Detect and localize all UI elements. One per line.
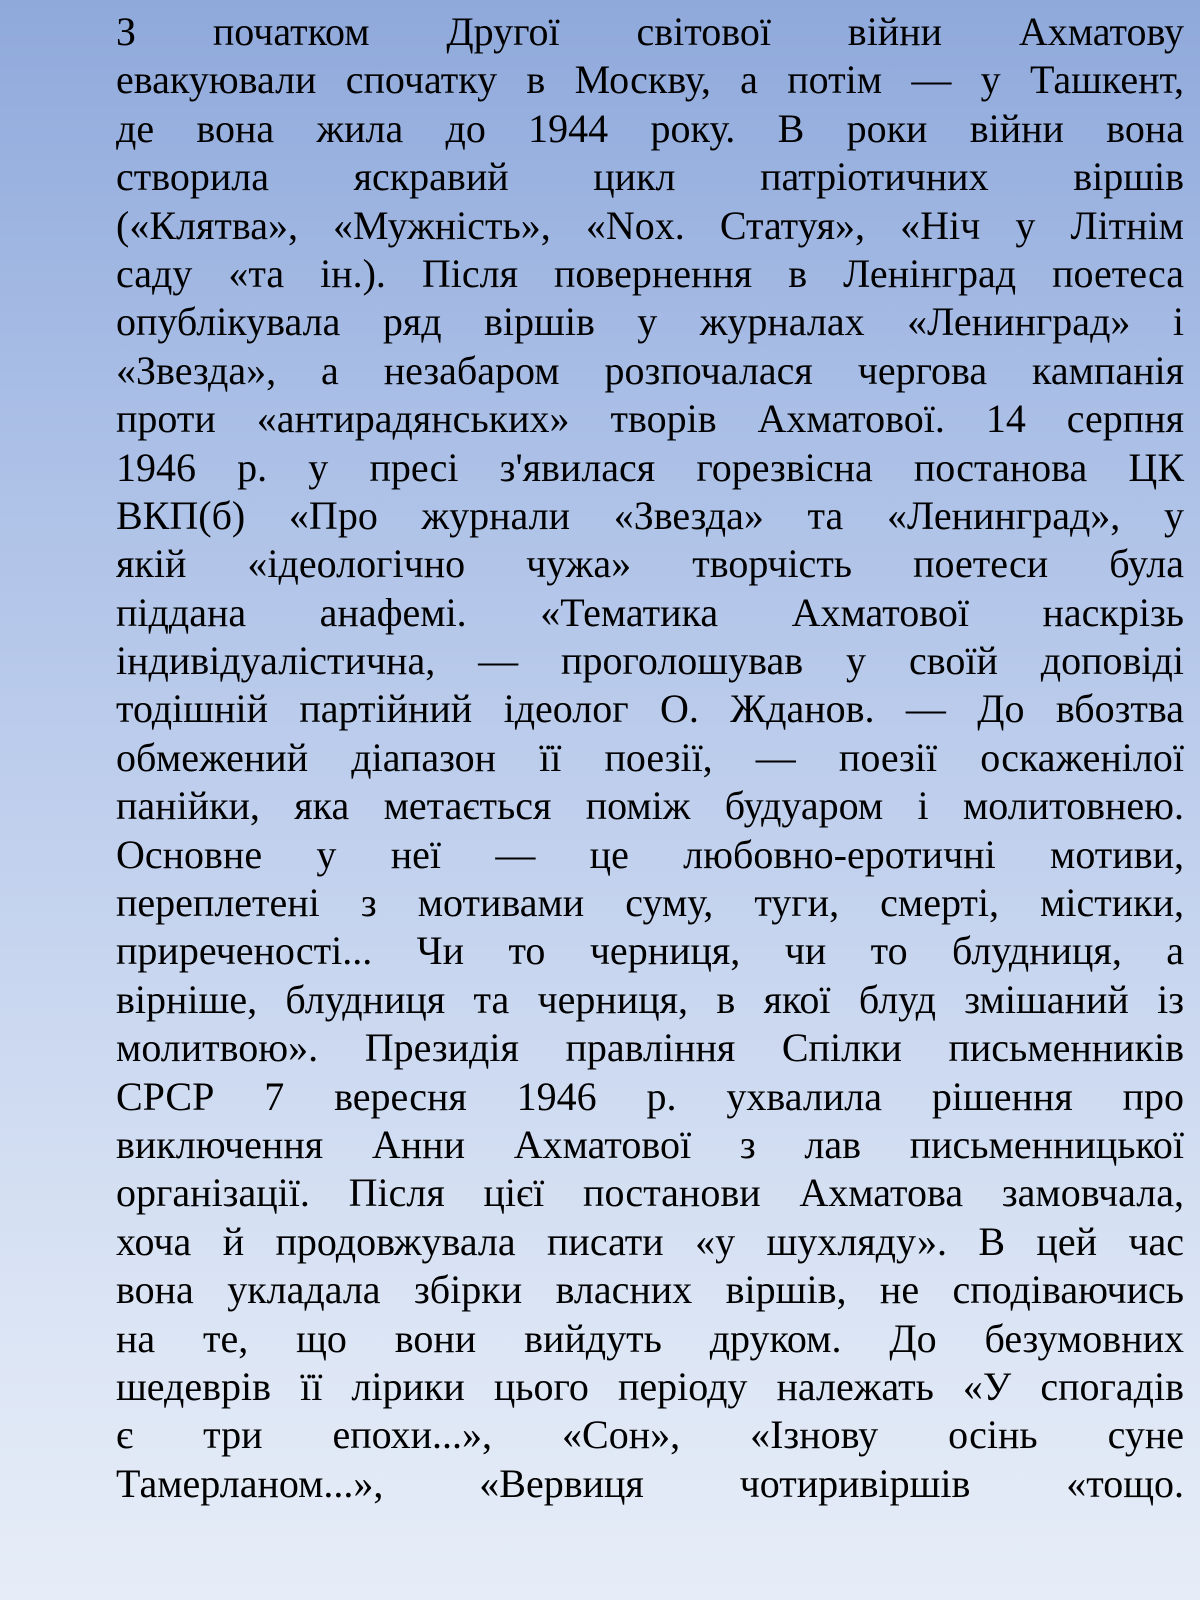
- text-line: створила яскравий цикл патріотичних віршів: [116, 154, 1184, 200]
- text-line: індивідуалістична, — проголошував у своїй доповіді: [116, 638, 1184, 684]
- text-line: СРСР 7 вересня 1946 р. ухвалила рішення про: [116, 1073, 1184, 1119]
- text-line: «Звезда», а незабаром розпочалася чергова кампанія: [116, 347, 1184, 393]
- text-line: вірніше, блудниця та черниця, в якої блуд змішаний із: [116, 976, 1184, 1022]
- text-line: приреченості... Чи то черниця, чи то блудниця, а: [116, 928, 1184, 974]
- text-line: переплетені з мотивами суму, туги, смерті, містики,: [116, 880, 1184, 926]
- text-line: шедеврів її лірики цього періоду належать «У спогадів: [116, 1363, 1184, 1409]
- text-line: де вона жила до 1944 року. В роки війни вона: [116, 105, 1184, 151]
- text-line: молитвою». Президія правління Спілки письменників: [116, 1025, 1184, 1071]
- text-line: Тамерланом...», «Вервиця чотиривіршів «тощо.: [116, 1460, 1184, 1506]
- text-line: на те, що вони вийдуть друком. До безумовних: [116, 1315, 1184, 1361]
- text-line: хоча й продовжувала писати «у шухляду». В цей час: [116, 1218, 1184, 1264]
- text-line: ВКП(б) «Про журнали «Звезда» та «Ленинград», у: [116, 492, 1184, 538]
- text-line: є три епохи...», «Сон», «Ізнову осінь суне: [116, 1412, 1184, 1458]
- text-line: Основне у неї — це любовно-еротичні мотиви,: [116, 831, 1184, 877]
- text-line: проти «антирадянських» творів Ахматової. 14 серпня: [116, 396, 1184, 442]
- body-text: [116, 8, 1184, 1508]
- text-line: З початком Другої світової війни Ахматову: [116, 9, 1184, 54]
- text-line: опублікувала ряд віршів у журналах «Ленинград» і: [116, 299, 1184, 345]
- text-line: організації. Після цієї постанови Ахматова замовчала,: [116, 1170, 1184, 1216]
- text-line: саду «та ін.). Після повернення в Ленінград поетеса: [116, 250, 1184, 296]
- text-line: вона укладала збірки власних віршів, не сподіваючись: [116, 1267, 1184, 1313]
- text-line: 1946 р. у пресі з'явилася горезвісна постанова ЦК: [116, 444, 1184, 490]
- text-line: якій «ідеологічно чужа» творчість поетеси була: [116, 541, 1184, 587]
- text-line: евакуювали спочатку в Москву, а потім — у Ташкент,: [116, 57, 1184, 103]
- text-line: піддана анафемі. «Тематика Ахматової наскрізь: [116, 589, 1184, 635]
- text-line: («Клятва», «Мужність», «Nox. Статуя», «Ніч у Літнім: [116, 202, 1184, 248]
- text-line: виключення Анни Ахматової з лав письменницької: [116, 1121, 1184, 1167]
- text-line: панійки, яка метається поміж будуаром і молитовнею.: [116, 783, 1184, 829]
- text-line: тодішній партійний ідеолог О. Жданов. — До вбозтва: [116, 686, 1184, 732]
- text-line: обмежений діапазон її поезії, — поезії оскаженілої: [116, 734, 1184, 780]
